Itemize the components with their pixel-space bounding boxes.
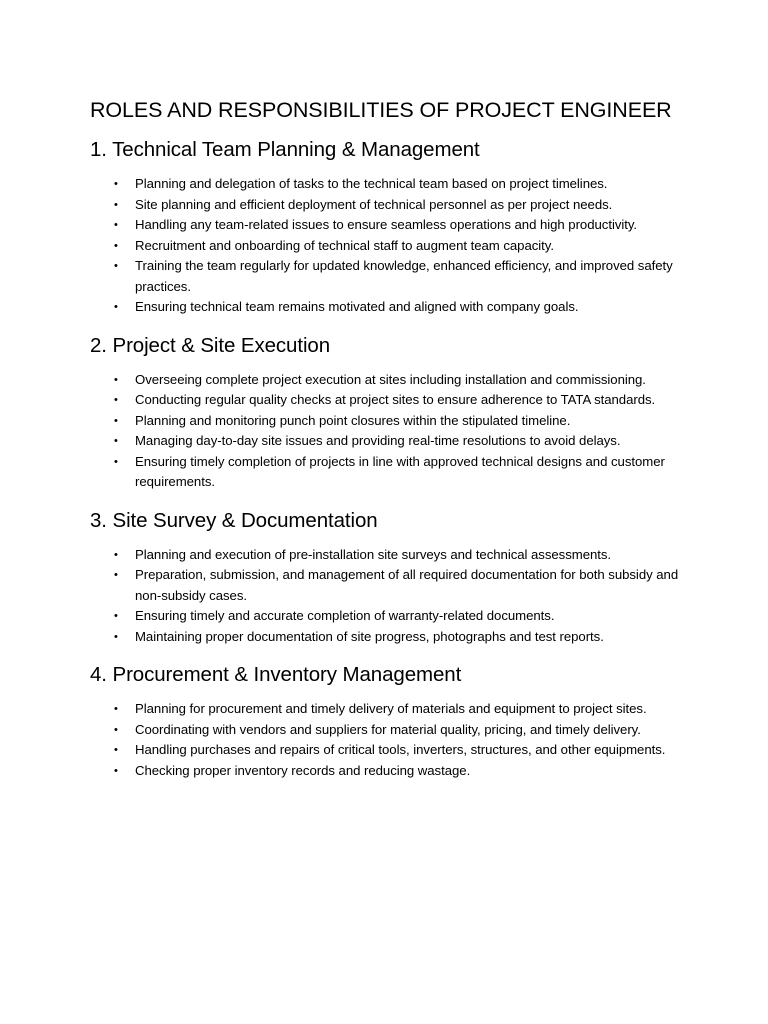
bullet-icon: • — [114, 394, 118, 406]
list-item — [90, 761, 690, 782]
list-item — [90, 720, 690, 741]
list-item-text: Planning and monitoring punch point closures within the stipulated timeline. — [135, 412, 571, 428]
list-item-text: Ensuring timely and accurate completion of warranty-related documents. — [135, 608, 555, 623]
list-item-text: Managing day-to-day site issues and providing real-time resolutions to avoid delays. — [135, 433, 621, 448]
list-item — [90, 411, 690, 432]
list-item — [90, 740, 690, 761]
bullet-icon: • — [114, 373, 118, 386]
bullet-icon: • — [114, 630, 118, 643]
section-4 — [90, 661, 690, 781]
list-item — [90, 565, 690, 606]
bullet-icon: • — [114, 744, 118, 756]
list-item — [90, 390, 690, 411]
list-item-text: Training the team regularly for updated knowledge, enhanced efficiency, and improved safety practices. — [135, 258, 673, 294]
list-item — [90, 699, 690, 720]
list-item — [90, 195, 690, 216]
bullet-icon: • — [114, 569, 118, 581]
list-item — [90, 431, 690, 452]
list-item-text: Planning for procurement and timely delivery of materials and equipment to project sites. — [135, 701, 647, 716]
section-heading: 2. Project & Site Execution — [90, 333, 331, 357]
list-item-text: Site planning and efficient deployment of technical personnel as per project needs. — [135, 196, 613, 212]
sections-container — [90, 136, 690, 781]
section-heading: 3. Site Survey & Documentation — [90, 508, 378, 532]
list-item-text: Preparation, submission, and management of all required documentation for both subsidy and non-subsidy cases. — [135, 567, 679, 603]
document-title: ROLES AND RESPONSIBILITIES OF PROJECT ENGINEER — [90, 98, 672, 122]
list-item-text: Handling purchases and repairs of critical tools, inverters, structures, and other equipments. — [135, 742, 666, 757]
section-heading: 1. Technical Team Planning & Management — [90, 138, 480, 161]
bullet-icon: • — [114, 610, 118, 622]
list-item-text: Ensuring timely completion of projects in line with approved technical designs and customer requirements. — [135, 453, 665, 489]
bullet-icon: • — [114, 723, 118, 736]
bullet-icon: • — [114, 414, 118, 427]
list-item — [90, 256, 690, 297]
list-item — [90, 606, 690, 627]
list-item-text: Conducting regular quality checks at project sites to ensure adherence to TATA standards. — [135, 392, 656, 407]
list-item — [90, 215, 690, 236]
list-item-text: Recruitment and onboarding of technical staff to augment team capacity. — [135, 237, 554, 253]
bullet-icon: • — [114, 455, 118, 468]
section-1 — [90, 136, 690, 318]
bullet-list — [90, 699, 690, 781]
list-item — [90, 545, 690, 566]
list-item — [90, 370, 690, 391]
bullet-icon: • — [114, 764, 118, 777]
list-item-text: Overseeing complete project execution at sites including installation and commissioning. — [135, 371, 646, 387]
list-item — [90, 297, 690, 318]
list-item — [90, 627, 690, 648]
bullet-icon: • — [114, 260, 118, 272]
bullet-icon: • — [114, 435, 118, 447]
list-item-text: Maintaining proper documentation of site progress, photographs and test reports. — [135, 628, 604, 644]
bullet-icon: • — [114, 198, 118, 211]
list-item-text: Checking proper inventory records and reducing wastage. — [135, 762, 471, 778]
bullet-icon: • — [114, 178, 118, 190]
section-2 — [90, 332, 690, 493]
list-item — [90, 174, 690, 195]
bullet-icon: • — [114, 219, 118, 231]
list-item-text: Handling any team-related issues to ensure seamless operations and high productivity. — [135, 217, 638, 232]
bullet-icon: • — [114, 548, 118, 561]
document-page — [90, 96, 690, 795]
list-item — [90, 236, 690, 257]
bullet-icon: • — [114, 301, 118, 313]
bullet-list — [90, 174, 690, 318]
list-item — [90, 452, 690, 493]
bullet-list — [90, 545, 690, 648]
bullet-list — [90, 370, 690, 493]
list-item-text: Coordinating with vendors and suppliers for material quality, pricing, and timely delivery. — [135, 721, 641, 737]
section-3 — [90, 507, 690, 648]
list-item-text: Ensuring technical team remains motivated and aligned with company goals. — [135, 299, 579, 314]
list-item-text: Planning and delegation of tasks to the technical team based on project timelines. — [135, 176, 608, 191]
bullet-icon: • — [114, 703, 118, 715]
list-item-text: Planning and execution of pre-installation site surveys and technical assessments. — [135, 546, 612, 562]
bullet-icon: • — [114, 239, 118, 252]
section-heading: 4. Procurement & Inventory Management — [90, 663, 462, 686]
